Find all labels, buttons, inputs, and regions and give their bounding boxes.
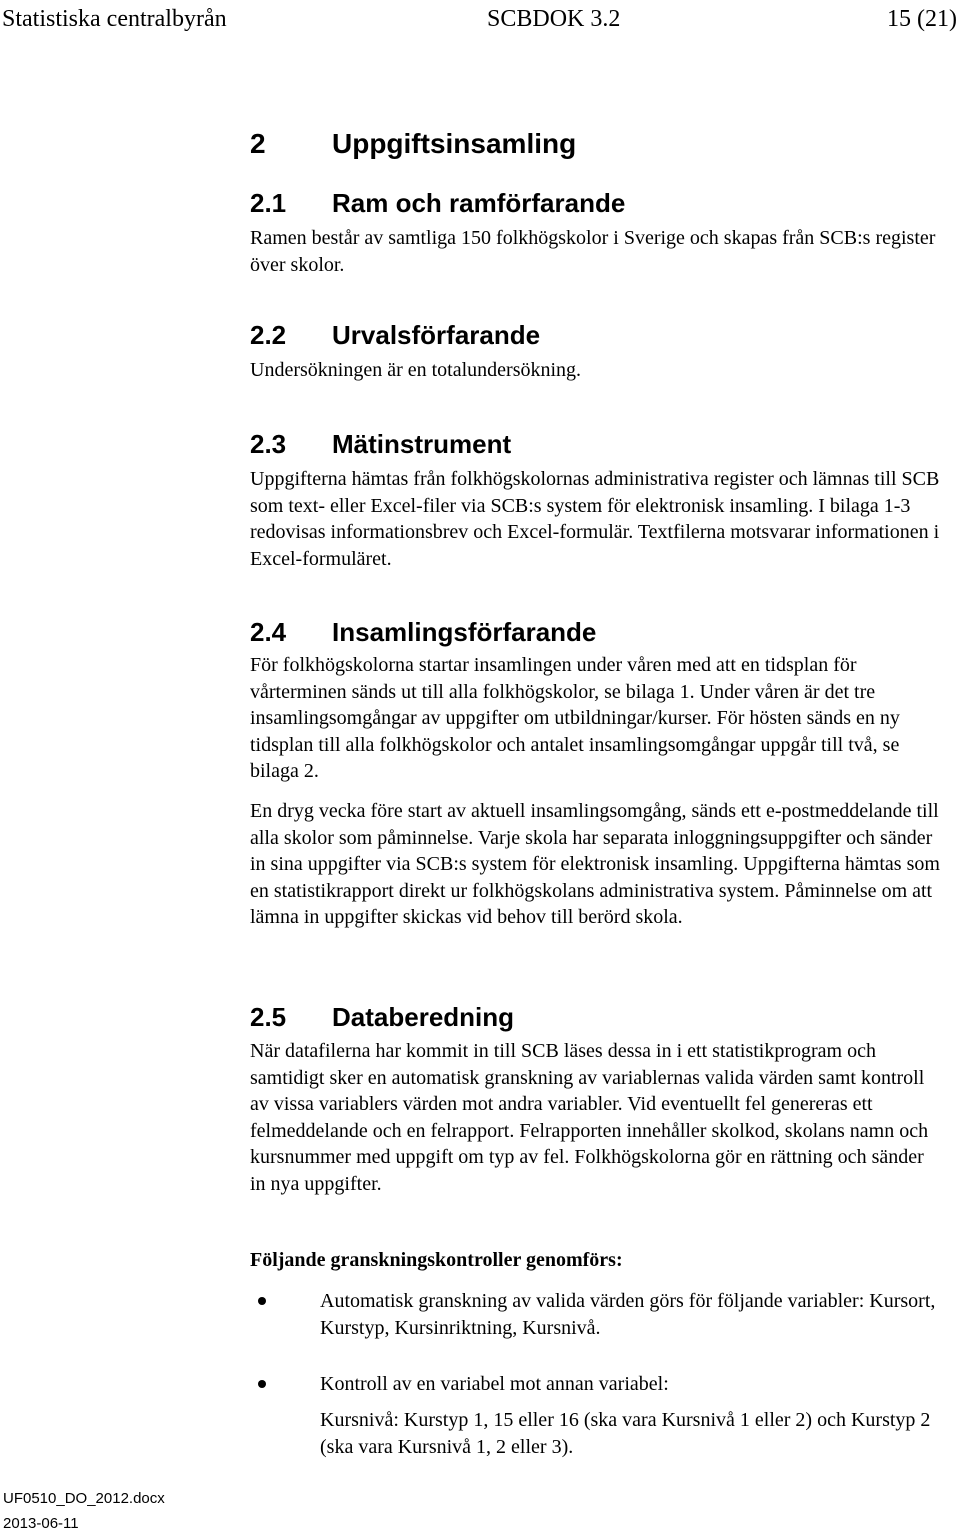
section-heading-2-2 [250, 320, 540, 351]
paragraph: Uppgifterna hämtas från folkhögskolornas administrativa register och lämnas till SCB som text- eller Excel-filer via SCB:s system för elektronisk insamling. I bilaga 1-3 redovisas informationsbrev och Excel-formulär. Textfilerna motsvarar informationen i Excel-formuläret. [250, 468, 940, 570]
list-item-text: Automatisk granskning av valida värden görs för följande variabler: Kursort, Kurstyp, Kursinriktning, Kursnivå. [320, 1290, 936, 1339]
document-code: SCBDOK 3.2 [487, 6, 621, 32]
bullet-icon [258, 1297, 266, 1305]
list-item-detail: Kursnivå: Kurstyp 1, 15 eller 16 (ska vara Kursnivå 1 eller 2) och Kurstyp 2 (ska vara Kursnivå 1, 2 eller 3). [320, 1409, 931, 1458]
paragraph: När datafilerna har kommit in till SCB läses dessa in i ett statistikprogram och samtidigt sker en automatisk granskning av variablernas valida värden samt kontroll av vissa variablers värden mot andra variabler. Vid eventuellt fel genereras ett felmeddelande och en felrapport. Felrapporten innehåller skolkod, skolans namn och kursnummer med uppgift om typ av fel. Folkhögskolorna gör en rättning och sänder in nya uppgifter. [250, 1040, 929, 1195]
section-title: Insamlingsförfarande [332, 617, 597, 647]
paragraph: En dryg vecka före start av aktuell insamlingsomgång, sänds ett e-postmeddelande till alla skolor som påminnelse. Varje skola har separata inloggningsuppgifter och sänder in sina uppgifter via SCB:s system för elektronisk insamling. Uppgifterna hämtas som en statistikrapport direkt ur folkhögskolans administrativa system. Påminnelse om att lämna in uppgifter skickas vid behov till berörd skola. [250, 800, 940, 928]
section-number: 2.5 [250, 1002, 287, 1032]
chapter-number: 2 [250, 128, 266, 159]
section-number: 2.4 [250, 617, 287, 647]
paragraph: Ramen består av samtliga 150 folkhögskolor i Sverige och skapas från SCB:s register över skolor. [250, 227, 936, 276]
section-title: Urvalsförfarande [332, 320, 541, 350]
section-number: 2.2 [250, 320, 287, 350]
paragraph: För folkhögskolorna startar insamlingen under våren med att en tidsplan för vårterminen sänds ut till alla folkhögskolor, se bilaga 1. Under våren är det tre insamlingsomgångar av uppgifter om utbildningar/kurser. För hösten sänds en ny tidsplan till alla folkhögskolor och antalet insamlingsomgångar uppgår till två, se bilaga 2. [250, 654, 900, 782]
section-heading-2-4 [250, 617, 596, 648]
footer-filename: UF0510_DO_2012.docx [3, 1490, 165, 1507]
paragraph: Undersökningen är en totalundersökning. [250, 359, 582, 381]
section-number: 2.3 [250, 429, 287, 459]
section-title: Ram och ramförfarande [332, 188, 626, 218]
page-header [0, 6, 960, 40]
section-title: Databeredning [332, 1002, 515, 1032]
section-heading-2-3 [250, 429, 511, 460]
chapter-title: Uppgiftsinsamling [332, 128, 577, 159]
section-title: Mätinstrument [332, 429, 512, 459]
footer-date: 2013-06-11 [3, 1515, 79, 1532]
bullet-icon [258, 1380, 266, 1388]
organization-name: Statistiska centralbyrån [2, 6, 227, 32]
checks-heading: Följande granskningskontroller genomförs: [250, 1249, 623, 1271]
section-heading-2-1 [250, 188, 625, 219]
page-number: 15 (21) [887, 6, 957, 32]
list-item-text: Kontroll av en variabel mot annan variabel: [320, 1373, 669, 1395]
section-number: 2.1 [250, 188, 287, 218]
section-heading-2-5 [250, 1002, 514, 1033]
chapter-heading [250, 128, 576, 160]
